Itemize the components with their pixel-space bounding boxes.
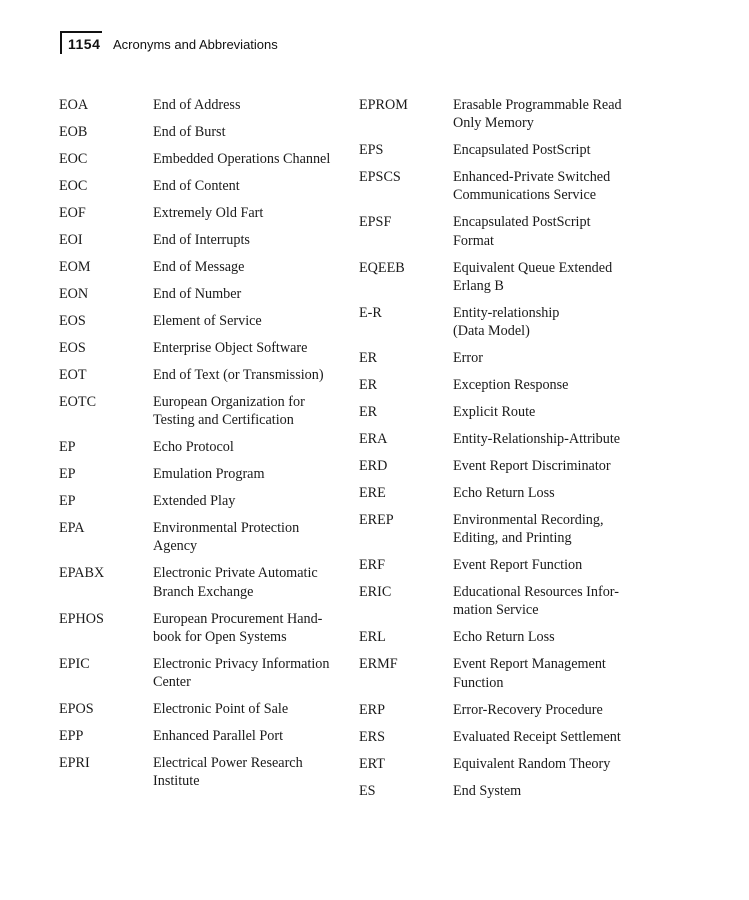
header-rule-vertical (60, 31, 62, 54)
definition-line: Extended Play (153, 493, 236, 510)
entry-definition (153, 438, 354, 456)
glossary-entry (359, 755, 739, 773)
definition-line: Evaluated Receipt Settlement (453, 728, 621, 745)
entry-abbreviation: EPSF (359, 214, 392, 231)
entry-definition (153, 339, 354, 357)
definition-line: Encapsulated PostScript (453, 142, 591, 159)
definition-line: mation Service (453, 602, 539, 619)
glossary-entry (59, 285, 354, 303)
glossary-entry (59, 438, 354, 456)
definition-line: Only Memory (453, 115, 534, 132)
entry-definition (153, 204, 354, 222)
page-header (60, 31, 320, 54)
definition-line: Exception Response (453, 377, 569, 394)
entry-definition (453, 349, 739, 367)
entry-definition (153, 519, 354, 555)
right-column (359, 96, 739, 809)
glossary-entry (359, 457, 739, 475)
entry-abbreviation: EREP (359, 512, 394, 529)
glossary-entry (359, 430, 739, 448)
entry-definition (153, 754, 354, 790)
glossary-entry (59, 96, 354, 114)
definition-line: End of Interrupts (153, 232, 250, 248)
entry-abbreviation: ERP (359, 701, 386, 718)
definition-line: Entity-Relationship-Attribute (453, 431, 621, 448)
definition-line: Communications Service (453, 187, 597, 204)
entry-definition (453, 304, 739, 340)
entry-definition (453, 141, 739, 159)
entry-abbreviation: EOT (59, 367, 87, 383)
definition-line: Editing, and Printing (453, 530, 572, 547)
entry-definition (153, 150, 354, 168)
glossary-entry (59, 492, 354, 510)
definition-line: Element of Service (153, 313, 262, 329)
glossary-entry (359, 403, 739, 421)
entry-definition (453, 96, 739, 132)
definition-line: Electronic Point of Sale (153, 701, 289, 718)
definition-line: Center (153, 674, 191, 691)
glossary-entry (359, 583, 739, 619)
entry-abbreviation: EQEEB (359, 259, 405, 276)
definition-line: Environmental Protection (153, 520, 300, 537)
definition-line: Explicit Route (453, 404, 536, 421)
entry-abbreviation: ES (359, 782, 376, 799)
entry-abbreviation: EPP (59, 728, 84, 745)
definition-line: End of Message (153, 259, 245, 275)
definition-line: End of Text (or Transmission) (153, 367, 324, 383)
glossary-entry (59, 177, 354, 195)
entry-abbreviation: EP (59, 493, 76, 510)
glossary-entry (359, 141, 739, 159)
entry-abbreviation: EPHOS (59, 610, 104, 627)
definition-line: (Data Model) (453, 323, 530, 340)
glossary-entry (359, 304, 739, 340)
entry-abbreviation: ERS (359, 728, 386, 745)
entry-abbreviation: ERL (359, 629, 386, 646)
definition-line: End System (453, 782, 522, 799)
entry-abbreviation: EPA (59, 520, 85, 537)
entry-definition (453, 556, 739, 574)
entry-definition (153, 96, 354, 114)
entry-definition (153, 231, 354, 249)
entry-definition (453, 701, 739, 719)
entry-definition (453, 259, 739, 295)
definition-line: Format (453, 232, 494, 249)
glossary-entry (359, 511, 739, 547)
glossary-entry (59, 700, 354, 718)
running-title: Acronyms and Abbreviations (113, 37, 278, 52)
definition-line: Educational Resources Infor- (453, 584, 619, 601)
glossary-entry (59, 519, 354, 555)
glossary-entry (59, 312, 354, 330)
entry-definition (153, 700, 354, 718)
definition-line: Enterprise Object Software (153, 340, 308, 356)
definition-line: Agency (153, 538, 198, 555)
definition-line: Event Report Function (453, 557, 583, 574)
entry-definition (453, 484, 739, 502)
entry-abbreviation: ER (359, 377, 378, 394)
entry-abbreviation: EOI (59, 232, 83, 248)
definition-line: Environmental Recording, (453, 512, 604, 529)
entry-definition (153, 655, 354, 691)
glossary-entry (59, 393, 354, 429)
entry-abbreviation: EPRI (59, 755, 90, 772)
entry-abbreviation: EP (59, 466, 76, 483)
entry-definition (153, 564, 354, 600)
glossary-entry (359, 655, 739, 691)
entry-abbreviation: EOS (59, 340, 86, 356)
definition-line: Error-Recovery Procedure (453, 701, 603, 718)
glossary-entry (59, 231, 354, 249)
entry-definition (153, 366, 354, 384)
entry-abbreviation: EPIC (59, 655, 90, 672)
entry-definition (153, 610, 354, 646)
entry-abbreviation: E-R (359, 304, 382, 321)
entry-abbreviation: ERA (359, 431, 388, 448)
entry-abbreviation: EON (59, 286, 89, 302)
glossary-entry (59, 727, 354, 745)
header-rule-horizontal (60, 31, 102, 33)
entry-abbreviation: EPROM (359, 97, 408, 113)
entry-abbreviation: EPS (359, 142, 384, 159)
definition-line: End of Burst (153, 124, 226, 140)
glossary-entry (359, 168, 739, 204)
glossary-entry (359, 349, 739, 367)
entry-definition (453, 655, 739, 691)
glossary-entry (359, 628, 739, 646)
entry-definition (153, 177, 354, 195)
glossary-entry (59, 465, 354, 483)
definition-line: Entity-relationship (453, 304, 560, 321)
entry-definition (153, 123, 354, 141)
entry-abbreviation: EOC (59, 178, 88, 194)
glossary-entry (59, 339, 354, 357)
entry-definition (453, 376, 739, 394)
glossary-entry (359, 484, 739, 502)
definition-line: Enhanced Parallel Port (153, 728, 284, 745)
glossary-entry (59, 655, 354, 691)
glossary-entry (59, 610, 354, 646)
entry-abbreviation: ER (359, 350, 378, 367)
definition-line: Electrical Power Research (153, 755, 303, 772)
definition-line: Erlang B (453, 277, 504, 294)
entry-abbreviation: EOS (59, 313, 86, 329)
definition-line: Equivalent Queue Extended (453, 259, 613, 276)
glossary-entry (59, 150, 354, 168)
entry-definition (453, 403, 739, 421)
definition-line: Electronic Privacy Information (153, 655, 330, 672)
entry-abbreviation: ERE (359, 485, 386, 502)
entry-definition (453, 728, 739, 746)
definition-line: Institute (153, 773, 200, 790)
entry-definition (453, 628, 739, 646)
entry-definition (153, 258, 354, 276)
entry-definition (153, 393, 354, 429)
definition-line: Erasable Programmable Read (453, 97, 622, 113)
definition-line: End of Content (153, 178, 240, 194)
definition-line: Emulation Program (153, 466, 265, 483)
glossary-entry (359, 213, 739, 249)
definition-line: Embedded Operations Channel (153, 151, 331, 167)
definition-line: Echo Return Loss (453, 485, 555, 502)
entry-definition (453, 511, 739, 547)
entry-definition (153, 285, 354, 303)
entry-abbreviation: EOA (59, 97, 89, 113)
glossary-entry (59, 258, 354, 276)
entry-definition (453, 782, 739, 800)
entry-definition (453, 168, 739, 204)
entry-definition (153, 492, 354, 510)
entry-definition (153, 727, 354, 745)
definition-line: Echo Protocol (153, 439, 234, 456)
definition-line: Encapsulated PostScript (453, 214, 591, 231)
entry-definition (453, 755, 739, 773)
entry-abbreviation: EPABX (59, 565, 105, 582)
definition-line: Equivalent Random Theory (453, 755, 611, 772)
entry-abbreviation: EPOS (59, 701, 94, 718)
entry-abbreviation: EOTC (59, 394, 97, 410)
glossary-entry (359, 96, 739, 132)
glossary-entry (359, 701, 739, 719)
definition-line: Event Report Management (453, 656, 606, 673)
page-number: 1154 (68, 36, 101, 52)
glossary-entry (59, 564, 354, 600)
definition-line: Enhanced-Private Switched (453, 169, 611, 186)
entry-abbreviation: ER (359, 404, 378, 421)
entry-definition (453, 430, 739, 448)
glossary-entry (359, 556, 739, 574)
entry-definition (453, 583, 739, 619)
entry-abbreviation: EOF (59, 205, 86, 221)
definition-line: Testing and Certification (153, 412, 294, 429)
entry-abbreviation: EOC (59, 151, 88, 167)
entry-abbreviation: EP (59, 439, 76, 456)
glossary-entry (359, 728, 739, 746)
entry-abbreviation: EOB (59, 124, 88, 140)
glossary-entry (59, 366, 354, 384)
definition-line: Electronic Private Automatic (153, 565, 318, 582)
definition-line: Echo Return Loss (453, 629, 555, 646)
glossary-entry (59, 204, 354, 222)
definition-line: Branch Exchange (153, 583, 254, 600)
glossary-entry (59, 123, 354, 141)
entry-abbreviation: ERF (359, 557, 386, 574)
definition-line: Extremely Old Fart (153, 205, 264, 221)
glossary-entry (359, 782, 739, 800)
definition-line: Error (453, 350, 483, 367)
glossary-entry (359, 259, 739, 295)
entry-abbreviation: EOM (59, 259, 91, 275)
glossary-entry (359, 376, 739, 394)
entry-definition (153, 312, 354, 330)
entry-abbreviation: ERIC (359, 584, 392, 601)
definition-line: Function (453, 674, 504, 691)
definition-line: Event Report Discriminator (453, 458, 611, 475)
definition-line: End of Number (153, 286, 242, 302)
definition-line: European Procurement Hand- (153, 610, 323, 627)
entry-abbreviation: EPSCS (359, 169, 401, 186)
definition-line: End of Address (153, 97, 241, 113)
definition-line: European Organization for (153, 394, 305, 410)
entry-abbreviation: ERD (359, 458, 388, 475)
entry-definition (153, 465, 354, 483)
entry-definition (453, 213, 739, 249)
entry-abbreviation: ERT (359, 755, 385, 772)
entry-definition (453, 457, 739, 475)
left-column (59, 96, 354, 799)
definition-line: book for Open Systems (153, 628, 287, 645)
entry-abbreviation: ERMF (359, 656, 398, 673)
glossary-entry (59, 754, 354, 790)
